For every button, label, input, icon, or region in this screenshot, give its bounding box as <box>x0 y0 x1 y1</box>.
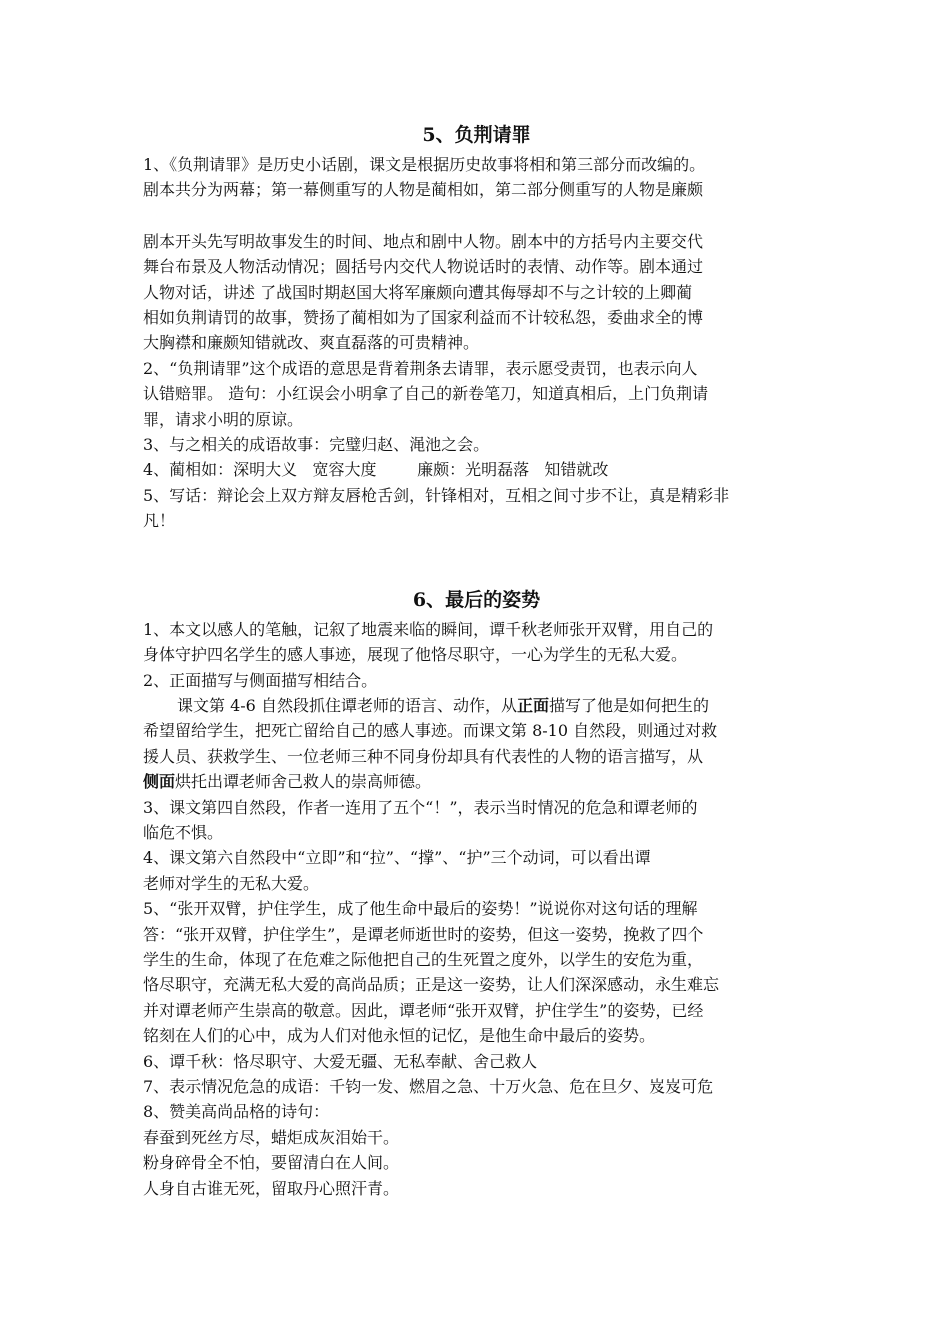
emphasis-text: 正面 <box>516 695 549 715</box>
paragraph-line: 1、本文以感人的笔触，记叙了地震来临的瞬间，谭千秋老师张开双臂，用自己的 <box>143 619 714 639</box>
paragraph-line: 认错赔罪。 造句：小红误会小明拿了自己的新卷笔刀，知道真相后，上门负荆请 <box>143 384 709 404</box>
text-run: 课文第 4-6 自然段抓住谭老师的语言、动作，从 <box>177 695 517 715</box>
text-run: 描写了他是如何把生的 <box>548 695 709 715</box>
paragraph-line: 7、表示情况危急的成语：千钧一发、燃眉之急、十万火急、危在旦夕、岌岌可危 <box>143 1077 714 1096</box>
paragraph-line: 3、与之相关的成语故事：完璧归赵、渑池之会。 <box>143 435 490 455</box>
paragraph-line: 4、蔺相如：深明大义 宽容大度 廉颇：光明磊落 知错就改 <box>143 460 609 480</box>
paragraph-line <box>143 693 810 718</box>
section-title: 5、负荆请罪 <box>422 124 531 146</box>
paragraph-line: 援人员、获救学生、一位老师三种不同身份却具有代表性的人物的语言描写，从 <box>143 746 704 766</box>
paragraph-line: 8、赞美高尚品格的诗句： <box>143 1102 330 1122</box>
paragraph-line: 2、“负荆请罪”这个成语的意思是背着荆条去请罪，表示愿受责罚，也表示向人 <box>143 358 698 378</box>
paragraph-line: 铭刻在人们的心中，成为人们对他永恒的记忆，是他生命中最后的姿势。 <box>143 1026 656 1046</box>
section-gap <box>143 534 810 586</box>
poem-line: 粉身碎骨全不怕，要留清白在人间。 <box>143 1153 400 1173</box>
paragraph-line: 2、正面描写与侧面描写相结合。 <box>143 670 378 690</box>
paragraph-line: 恪尽职守，充满无私大爱的高尚品质；正是这一姿势，让人们深深感动，永生难忘 <box>143 975 720 995</box>
poem-line: 春蚕到死丝方尽，蜡炬成灰泪始干。 <box>143 1127 400 1147</box>
blank-line <box>143 203 810 229</box>
paragraph-line: 学生的生命，体现了在危难之际他把自己的生死置之度外，以学生的安危为重， <box>143 949 704 969</box>
section-title: 6、最后的姿势 <box>412 588 541 611</box>
paragraph-line <box>143 769 810 794</box>
paragraph-line: 5、写话：辩论会上双方辩友唇枪舌剑，针锋相对，互相之间寸步不让，真是精彩非 <box>143 485 730 505</box>
paragraph-line: 凡！ <box>143 511 176 531</box>
paragraph-line: 6、谭千秋：恪尽职守、大爱无疆、无私奉献、舍己救人 <box>143 1051 538 1071</box>
paragraph-line: 并对谭老师产生崇高的敬意。因此，谭老师“张开双臂，护住学生”的姿势，已经 <box>143 1000 704 1020</box>
paragraph-line: 相如负荆请罚的故事，赞扬了蔺相如为了国家利益而不计较私怨，委曲求全的博 <box>143 308 704 328</box>
paragraph-line: 5、“张开双臂，护住学生，成了他生命中最后的姿势！”说说你对这句话的理解 <box>143 899 698 919</box>
paragraph-line: 希望留给学生，把死亡留给自己的感人事迹。而课文第 8-10 自然段，则通过对救 <box>143 721 718 741</box>
paragraph-line: 人物对话，讲述 了战国时期赵国大将军廉颇向遭其侮辱却不与之计较的上卿蔺 <box>143 282 693 302</box>
paragraph-line: 剧本共分为两幕；第一幕侧重写的人物是蔺相如，第二部分侧重写的人物是廉颇 <box>143 180 704 200</box>
paragraph-line: 4、课文第六自然段中“立即”和“拉”、“撑”、“护”三个动词，可以看出谭 <box>143 848 651 868</box>
paragraph-line: 大胸襟和廉颇知错就改、爽直磊落的可贵精神。 <box>143 333 480 353</box>
paragraph-line: 答：“张开双臂，护住学生”，是谭老师逝世时的姿势，但这一姿势，挽救了四个 <box>143 924 704 944</box>
paragraph-line: 临危不惧。 <box>143 822 224 842</box>
paragraph-line: 3、课文第四自然段，作者一连用了五个“！”，表示当时情况的危急和谭老师的 <box>143 797 698 817</box>
text-run: 烘托出谭老师舍己救人的崇高师德。 <box>175 772 432 792</box>
paragraph-line: 老师对学生的无私大爱。 <box>143 873 320 893</box>
paragraph-line: 1、《负荆请罪》是历史小话剧，课文是根据历史故事将相和第三部分而改编的。 <box>143 155 706 174</box>
emphasis-text: 侧面 <box>143 772 176 792</box>
paragraph-line: 剧本开头先写明故事发生的时间、地点和剧中人物。剧本中的方括号内主要交代 <box>143 231 704 251</box>
poem-line: 人身自古谁无死，留取丹心照汗青。 <box>143 1178 400 1198</box>
paragraph-line: 罪，请求小明的原谅。 <box>143 409 304 429</box>
paragraph-line: 身体守护四名学生的感人事迹，展现了他恪尽职守，一心为学生的无私大爱。 <box>143 645 688 665</box>
paragraph-line: 舞台布景及人物活动情况；圆括号内交代人物说话时的表情、动作等。剧本通过 <box>143 257 704 277</box>
